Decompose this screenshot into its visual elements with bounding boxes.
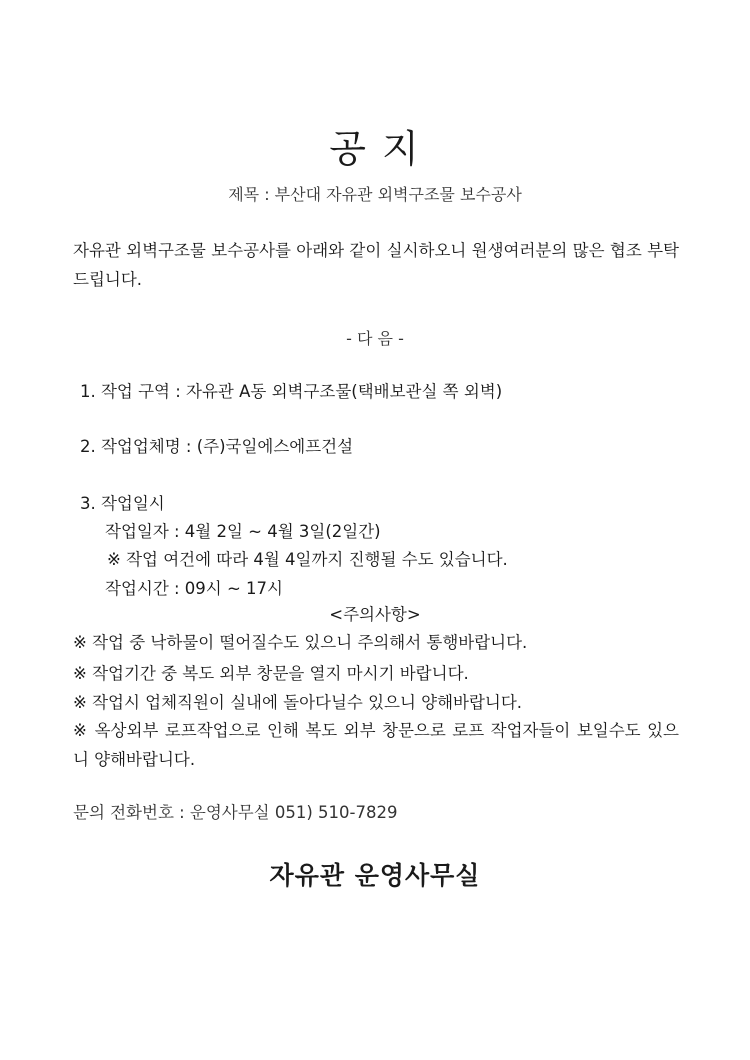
work-date-note: ※ 작업 여건에 따라 4월 4일까지 진행될 수도 있습니다. <box>107 550 508 569</box>
caution-item-2: ※ 작업기간 중 복도 외부 창문을 열지 마시기 바랍니다. <box>73 664 469 683</box>
intro-paragraph: 자유관 외벽구조물 보수공사를 아래와 같이 실시하오니 원생여러분의 많은 협조 부탁드립니다. <box>73 241 679 289</box>
item-schedule-heading: 3. 작업일시 <box>80 494 165 513</box>
item-company: 2. 작업업체명 : (주)국일에스에프건설 <box>80 437 354 456</box>
page-title: 공 지 <box>329 127 421 171</box>
work-date: 작업일자 : 4월 2일 ~ 4월 3일(2일간) <box>105 522 381 541</box>
caution-item-1: ※ 작업 중 낙하물이 떨어질수도 있으니 주의해서 통행바랍니다. <box>73 633 528 652</box>
work-time: 작업시간 : 09시 ~ 17시 <box>105 579 283 598</box>
next-marker: - 다 음 - <box>346 329 404 348</box>
subject-line: 제목 : 부산대 자유관 외벽구조물 보수공사 <box>228 185 522 204</box>
caution-item-3: ※ 작업시 업체직원이 실내에 돌아다닐수 있으니 양해바랍니다. <box>73 693 523 712</box>
signature: 자유관 운영사무실 <box>269 861 481 890</box>
caution-item-4: ※ 옥상외부 로프작업으로 인해 복도 외부 창문으로 로프 작업자들이 보일수도 있으니 양해바랍니다. <box>73 721 679 769</box>
caution-heading: <주의사항> <box>329 605 421 624</box>
item-work-area: 1. 작업 구역 : 자유관 A동 외벽구조물(택배보관실 쪽 외벽) <box>80 382 503 401</box>
contact-line: 문의 전화번호 : 운영사무실 051) 510-7829 <box>73 803 398 822</box>
